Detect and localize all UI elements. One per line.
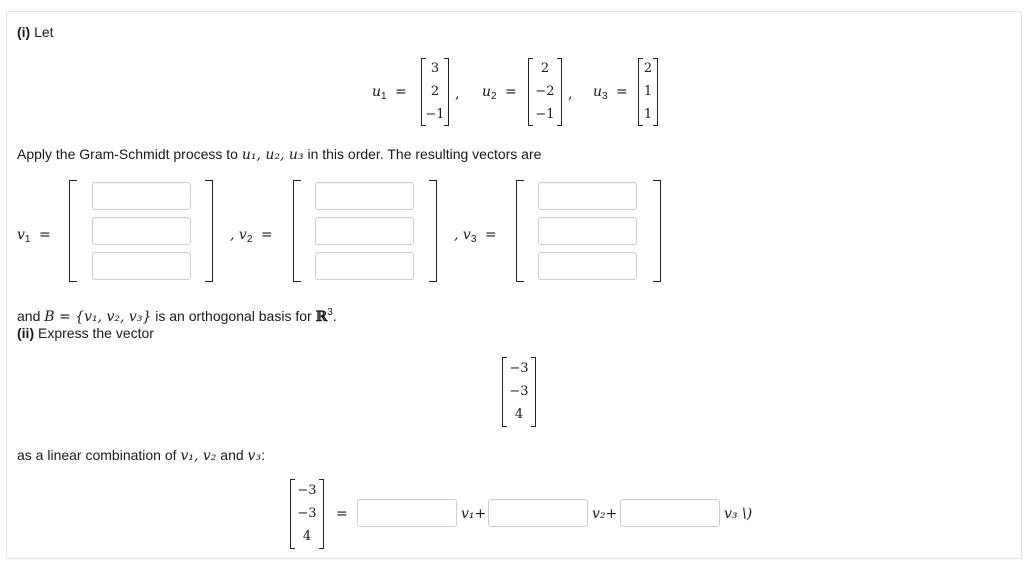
part-ii-heading bbox=[17, 325, 154, 342]
v1-left-bracket bbox=[69, 180, 77, 282]
u2-entry: 2 bbox=[540, 61, 550, 76]
equals-sign: = bbox=[336, 506, 348, 522]
part-i-text: Let bbox=[34, 24, 54, 40]
u1-entry: 3 bbox=[430, 61, 440, 76]
coefficient-v3-input[interactable] bbox=[620, 499, 720, 527]
comma: , bbox=[455, 86, 460, 102]
v2-entry-1-input[interactable] bbox=[315, 182, 414, 210]
u3-label: $u_3$ = bbox=[593, 84, 628, 102]
coefficient-v2-input[interactable] bbox=[488, 499, 588, 527]
combination-instruction: as a linear combination of v₁, v₂ and v₃: bbox=[17, 447, 265, 464]
lhs-vector-entry: 4 bbox=[302, 529, 312, 544]
v3-left-bracket bbox=[516, 180, 524, 282]
u2-label: $u_2$ = bbox=[482, 84, 517, 102]
u1-matrix bbox=[421, 59, 449, 125]
part-ii-label: (ii) bbox=[17, 325, 35, 341]
u3-entry: 1 bbox=[643, 84, 653, 99]
v1-label: $v_1$ = bbox=[17, 227, 51, 245]
term-v1: v₁+ bbox=[461, 506, 487, 522]
instruction-text: Apply the Gram-Schmidt process to u₁, u₂, u₃ in this order. The resulting vectors are bbox=[17, 146, 542, 163]
u1-entry: −1 bbox=[425, 107, 445, 122]
u2-matrix bbox=[528, 59, 562, 125]
target-vector-entry: −3 bbox=[509, 384, 529, 399]
term-v3: v₃ \) bbox=[724, 506, 753, 522]
coefficient-v1-input[interactable] bbox=[357, 499, 457, 527]
instruction-vars: u₁, u₂, u₃ bbox=[241, 147, 304, 163]
v2-left-bracket bbox=[293, 180, 301, 282]
v1-entry-1-input[interactable] bbox=[92, 182, 191, 210]
u1-entry: 2 bbox=[430, 84, 440, 99]
term-v2: v₂+ bbox=[592, 506, 618, 522]
comma: , bbox=[568, 86, 573, 102]
v3-label: , $v_3$ = bbox=[454, 227, 497, 245]
real-space-symbol: ℝ bbox=[315, 309, 328, 325]
basis-statement: and B = {v₁, v₂, v₃} is an orthogonal basis for ℝ$^3$. bbox=[17, 307, 337, 325]
basis-set: B = {v₁, v₂, v₃} bbox=[44, 309, 152, 325]
v1-entry-3-input[interactable] bbox=[92, 252, 191, 280]
u2-entry: −1 bbox=[535, 107, 555, 122]
v2-entry-2-input[interactable] bbox=[315, 217, 414, 245]
lhs-vector-entry: −3 bbox=[297, 483, 317, 498]
v3-entry-2-input[interactable] bbox=[538, 217, 637, 245]
v2-label: , $v_2$ = bbox=[230, 227, 273, 245]
v1-right-bracket bbox=[205, 180, 213, 282]
target-vector-entry: 4 bbox=[514, 407, 524, 422]
u3-matrix bbox=[638, 59, 658, 125]
lhs-vector-matrix bbox=[290, 480, 324, 548]
v2-right-bracket bbox=[429, 180, 437, 282]
v3-entry-3-input[interactable] bbox=[538, 252, 637, 280]
lhs-vector-entry: −3 bbox=[297, 506, 317, 521]
target-vector-matrix bbox=[502, 358, 536, 426]
u3-entry: 2 bbox=[643, 61, 653, 76]
target-vector-entry: −3 bbox=[509, 361, 529, 376]
u3-entry: 1 bbox=[643, 107, 653, 122]
u2-entry: −2 bbox=[535, 84, 555, 99]
u1-label: $u_1$ = bbox=[372, 84, 407, 102]
v2-entry-3-input[interactable] bbox=[315, 252, 414, 280]
part-i-label: (i) bbox=[17, 24, 31, 40]
part-ii-text: Express the vector bbox=[38, 325, 154, 341]
part-i-heading bbox=[17, 24, 54, 41]
v1-entry-2-input[interactable] bbox=[92, 217, 191, 245]
v3-entry-1-input[interactable] bbox=[538, 182, 637, 210]
v3-right-bracket bbox=[653, 180, 661, 282]
